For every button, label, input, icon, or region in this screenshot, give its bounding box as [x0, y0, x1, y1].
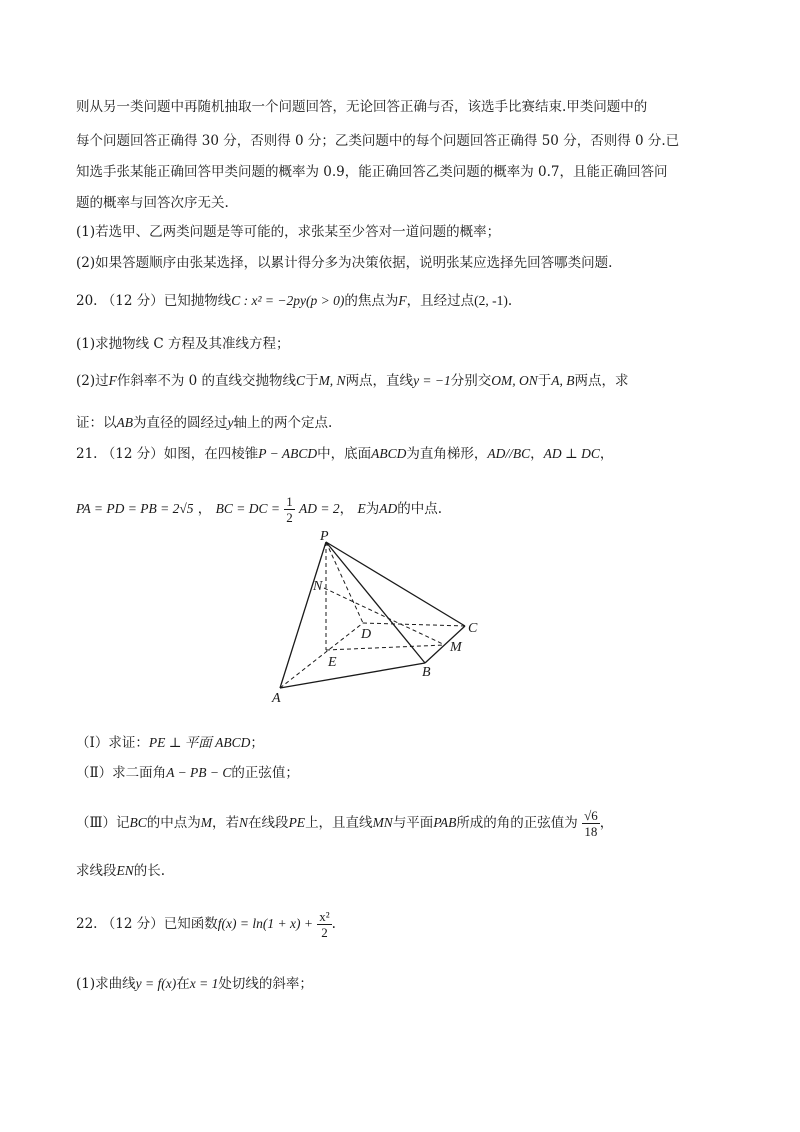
label-N: N	[313, 579, 323, 594]
q22-stem: 22. （12 分）已知函数f(x) = ln(1 + x) + $\frac{\text{x²}}{2}$ .	[76, 909, 336, 940]
fraction: $\frac{√6}{18}$	[584, 808, 598, 839]
q21-sub-1: （Ⅰ）求证：PE ⊥ 平面 ABCD；	[76, 735, 264, 751]
q21-sub-3: （Ⅲ）记BC的中点为M，若N在线段PE上，且直线MN与平面PAB所成的角的正弦值为 $\frac{√6}{18}$ ，	[76, 808, 614, 839]
label-E: E	[328, 655, 337, 670]
q20-part-2-cont: 证：以AB为直径的圆经过y轴上的两个定点.	[76, 415, 333, 431]
math-expr: (2, -1)	[474, 293, 508, 308]
fraction: $\frac{\text{x²}}{2}$	[319, 909, 330, 940]
q20-stem: 20. （12 分）已知抛物线C : x² = −2py(p > 0)的焦点为F，且经过点(2, -1).	[76, 293, 513, 309]
q21-conditions: PA = PD = PB = 2√5 ， BC = DC = $\frac{1}{2}$ AD = 2， E为AD的中点.	[76, 494, 442, 525]
question-number: 20.	[76, 293, 98, 309]
question-number: 21.	[76, 446, 98, 462]
label-M: M	[450, 640, 462, 655]
q20-part-1: (1)求抛物线 C 方程及其准线方程；	[76, 336, 290, 352]
q21-sub-2: （Ⅱ）求二面角A − PB − C的正弦值；	[76, 765, 299, 781]
intro-line-4: 题的概率与回答次序无关.	[76, 195, 229, 211]
q19-part-1: (1)若选甲、乙两类问题是等可能的，求张某至少答对一道问题的概率；	[76, 224, 501, 240]
label-A: A	[272, 691, 281, 706]
label-P: P	[320, 529, 329, 544]
intro-line-2: 每个问题回答正确得 30 分，否则得 0 分；乙类问题中的每个问题回答正确得 50 分，否则得 0 分.已	[76, 133, 680, 149]
q22-part-1: (1)求曲线y = f(x)在x = 1处切线的斜率；	[76, 976, 313, 992]
q21-stem: 21. （12 分）如图，在四棱锥P − ABCD中，底面ABCD为直角梯形，AD//BC，AD ⊥ DC，	[76, 446, 614, 462]
label-D: D	[361, 627, 372, 642]
label-C: C	[468, 621, 478, 636]
label-B: B	[422, 665, 431, 680]
pyramid-figure	[260, 528, 490, 708]
intro-line-3: 知选手张某能正确回答甲类问题的概率为 0.9，能正确回答乙类问题的概率为 0.7，且能正确回答问	[76, 164, 668, 180]
question-number: 22.	[76, 916, 98, 932]
q20-part-2: (2)过F作斜率不为 0 的直线交抛物线C于M, N两点，直线y = −1分别交OM, ON于A, B两点，求	[76, 373, 629, 389]
q19-part-2: (2)如果答题顺序由张某选择，以累计得分多为决策依据，说明张某应选择先回答哪类问题.	[76, 255, 613, 271]
intro-line-1: 则从另一类问题中再随机抽取一个问题回答，无论回答正确与否，该选手比赛结束.甲类问题中的	[76, 99, 648, 115]
q21-sub-3-cont: 求线段EN的长.	[76, 863, 166, 879]
math-expr: C : x² = −2py(p > 0)	[231, 293, 345, 308]
fraction: $\frac{1}{2}$	[286, 494, 293, 525]
